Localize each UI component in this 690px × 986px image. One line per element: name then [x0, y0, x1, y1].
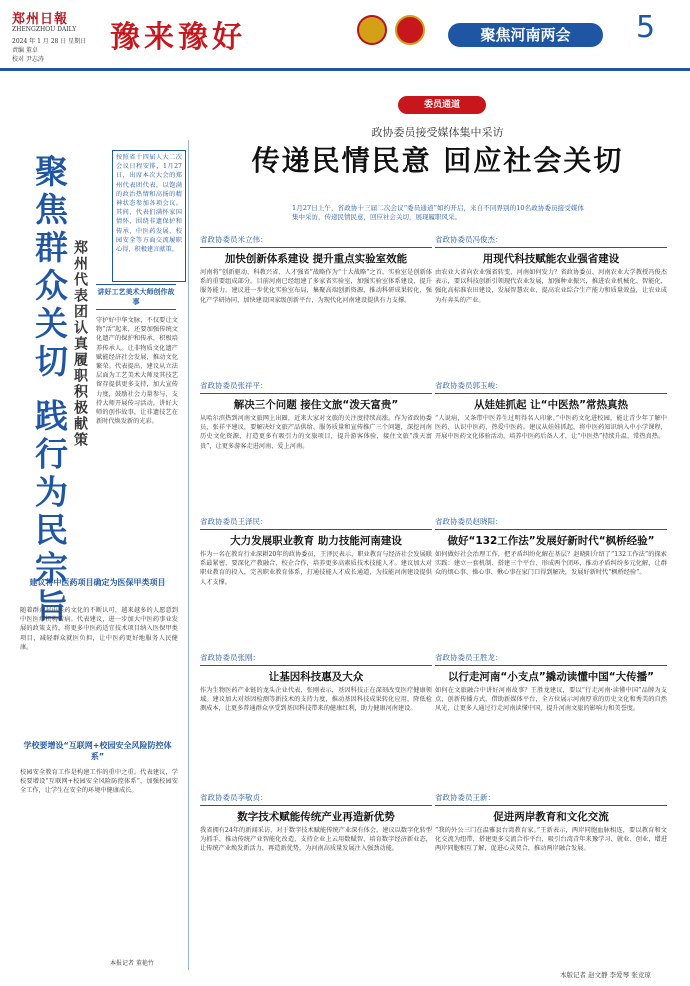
- left-body-1: 守护好中华文脉，不仅要让文物“活”起来，还要加强传统文化遗产的保护和传承，积极培养传承人。让非物质文化遗产赋能经济社会发展，推动文化繁荣。代表提出，建议从立法层面为工艺美术大师及其技艺留存提供更多支持，加大宣传力度，鼓励社会力量参与，支持大师开展传习活动，讲好大师的创作故事，让非遗技艺在新时代焕发新的光彩。: [96, 317, 178, 426]
- section-label: 省政协委员张祥平：: [200, 381, 268, 390]
- section-body: 河南将“创新驱动、科教兴省、人才强省”战略作为“十大战略”之首，实验室是创新体系的重要组成部分。目前河南已经组建了多家省实验室，加强实验室体系建设，提升服务能力。建议进一步优化实验室布局，集聚高端创新资源，推动科研成果转化，强化产学研协同，加快建设国家级创新平台，为现代化河南建设提供有力支撑。: [200, 269, 432, 304]
- section-label: 省政协委员郭玉峻：: [435, 381, 503, 390]
- left-main-title: 聚焦群众关切 践行为民宗旨: [30, 154, 69, 627]
- section-title: 促进两岸教育和文化交流: [493, 811, 609, 823]
- left-head-2: 建议将中医药项目确定为医保甲类项目: [29, 578, 166, 587]
- section-body: 如何在文旅融合中讲好河南故事？王胜龙建议，要以“行走河南·读懂中国”品牌为支点，创新传播方式，借助新媒体平台，全方位展示河南厚重的历史文化和秀美的自然风光，让更多人通过行走河南读懂中国，提升河南文旅的影响力和美誉度。: [435, 687, 667, 713]
- paper-logo: 郑州日報: [12, 12, 69, 27]
- headline: 传递民情民意 回应社会关切: [251, 144, 624, 177]
- section-label: 省政协委员王新：: [435, 793, 495, 802]
- section-title: 大力发展职业教育 助力技能河南建设: [230, 535, 402, 547]
- section-label: 省政协委员王泽民：: [200, 517, 268, 526]
- left-head-3: 学校要增设“互联网+校园安全风险防控体系”: [23, 741, 172, 761]
- section-title: 数字技术赋能传统产业再造新优势: [237, 811, 395, 823]
- column-divider: [188, 140, 189, 970]
- editor-line: 责编 董卓: [12, 47, 38, 54]
- section-body: 作为一名在教育行业深耕20年的政协委员，王泽民表示，职业教育与经济社会发展联系最紧密，要深化产教融合、校企合作，培养更多高素质技术技能人才。建议加大对职业教育的投入，完善职业教育体系，打通技能人才成长通道，为技能河南建设提供人才支撑。: [200, 551, 432, 586]
- section-label: 省政协委员张刚：: [200, 653, 260, 662]
- channel-badge: 委员通道: [398, 96, 486, 114]
- section-label: 省政协委员李敬贞：: [200, 793, 268, 802]
- section-rule: [435, 529, 667, 530]
- proof-line: 校对 尹志涛: [12, 56, 44, 63]
- paper-logo-en: ZHENGZHOU DAILY: [12, 26, 77, 33]
- section-body: 如何做好社会治理工作，把矛盾纠纷化解在基层？赵晓阳介绍了“132工作法”的探索实践：建立一套机制、搭建三个平台、形成两个闭环，推动矛盾纠纷多元化解，让群众的烦心事、操心事、揪心事在家门口得到解决，发展好新时代“枫桥经验”。: [435, 551, 667, 577]
- section-tag: 聚焦河南两会: [448, 23, 603, 47]
- section-title: 让基因科技惠及大众: [268, 671, 364, 683]
- masthead: [0, 0, 690, 70]
- section-rule: [200, 393, 432, 394]
- section-rule: [435, 805, 667, 806]
- section-rule: [200, 529, 432, 530]
- kicker: 政协委员接受媒体集中采访: [371, 126, 504, 139]
- cppcc-emblem-icon: [395, 15, 425, 45]
- page-number: 5: [636, 10, 656, 45]
- section-label: 省政协委员赵晓阳：: [435, 517, 503, 526]
- section-body: “人说病，又条带中医养生过明得名人印象。”中医药文化进校园，能让青少年了解中医药、认识中医药、热爱中医药。建议从娃娃抓起，将中医药知识纳入中小学课程，开展中医药文化体验活动，培养中医药后备人才，让“中医热”持续升温，常热真热。: [435, 415, 667, 441]
- left-sub-title: 郑州代表团认真履职积极献策: [72, 240, 88, 448]
- section-rule: [200, 665, 432, 666]
- section-rule: [200, 805, 432, 806]
- section-title: 加快创新体系建设 提升重点实验室效能: [224, 253, 408, 265]
- left-body-3: 校园安全教育工作是构建工作的重中之重。代表建议，学校要增设“互联网+校园安全风险防控体系”，加强校园安全工作，让学生在安全的环境中健康成长。: [20, 769, 178, 795]
- section-body: “我的外公三门在温雅县台湾教育家。”王新表示，两岸同胞血脉相连，要以教育和文化交流为纽带，搭建更多交流合作平台，吸引台湾青年来豫学习、就业、创业，增进两岸同胞相互了解，促进心灵契合，推动两岸融合发展。: [435, 827, 667, 853]
- section-label: 省政协委员冯俊杰：: [435, 235, 503, 244]
- date-line: 2024 年 1 月 28 日 星期日: [12, 38, 87, 45]
- left-body-2: 随着群众对中医药文化的不断认可，越来越多的人愿意到中医医疗机构看病。代表建议，进一步加大中医药事业发展的政策支持，将更多中医药适宜技术项目纳入医保甲类项目，减轻群众就医负担，让中医药更好地服务人民健康。: [20, 607, 178, 651]
- section-body: 由农业大省向农业强省转变，河南如何发力？省政协委员、河南农业大学教授冯俊杰表示，要以科技创新引领现代农业发展，加强种业振兴，推进农业机械化、智能化，强化高标准农田建设，发展智慧农业，提高农业综合生产能力和质量效益，让农业成为有奔头的产业。: [435, 269, 667, 304]
- section-rule: [435, 665, 667, 666]
- section-rule: [435, 393, 667, 394]
- section-body: 我省拥有24年的新闻采访，对于数字技术赋能传统产业深有体会。建议以数字化转型为抓手，推动传统产业智能化改造，支持企业上云用数赋智，培育数字经济新业态，让传统产业焕发新活力，再造新优势，为河南高质量发展注入强劲动能。: [200, 827, 432, 853]
- left-byline: 本报记者 董艳竹: [110, 960, 154, 967]
- section-title: 从娃娃抓起 让“中医热”常热真热: [474, 399, 628, 411]
- footer-credit: 本版记者 赵文静 李爱琴 张竞琼: [560, 971, 651, 979]
- section-body: 从哈尔滨热到河南文旅网上出圈，近来大家对文旅的关注度持续高涨。作为省政协委员，张祥平建议，要解决好文旅产品供给、服务质量和宣传推广三个问题，深挖河南历史文化资源，打造更多有吸引力的文旅项目，提升游客体验，接住文旅“泼天富贵”，让更多游客走进河南、爱上河南。: [200, 415, 432, 450]
- section-body: 作为生物医药产业链的龙头企业代表，张刚表示，基因科技正在深刻改变医疗健康领域。建议加大对基因检测等新技术的支持力度，推动基因科技成果转化应用，降低检测成本，让更多普通群众享受到基因科技带来的健康红利，助力健康河南建设。: [200, 687, 432, 713]
- section-title: 做好“132工作法”发展好新时代“枫桥经验”: [447, 535, 655, 547]
- left-intro: 按照省十四届人大二次会议日程安排，1月27日，出席本次大会的郑州代表团代表，以饱满的政治热情和高扬的精神状态参加各项会议。其间，代表们满怀家国情怀，围绕非遗保护和传承、中医药发展、校园安全等方面交流履职心得，积极建言献策。: [112, 150, 186, 282]
- section-label: 省政协委员米立伟：: [200, 235, 268, 244]
- section-title: 解决三个问题 接住文旅“泼天富贵”: [233, 399, 399, 411]
- section-rule: [435, 247, 667, 248]
- brand-title: 豫来豫好: [110, 20, 246, 55]
- section-label: 省政协委员王胜龙：: [435, 653, 503, 662]
- section-title: 以行走河南“小支点”撬动读懂中国“大传播”: [447, 671, 655, 683]
- top-rule: [0, 68, 690, 71]
- left-head-1: 讲好工艺美术大师创作故事: [96, 284, 176, 310]
- section-title: 用现代科技赋能农业强省建设: [482, 253, 620, 265]
- lead-paragraph: 1月27日上午，省政协十三届二次会议“委员通道”如约开启，来自不同界别的10名政协委员接受媒体集中采访，传递民情民意，回应社会关切，展现履职风采。: [292, 204, 584, 221]
- emblem-icon: [357, 15, 387, 45]
- section-rule: [200, 247, 432, 248]
